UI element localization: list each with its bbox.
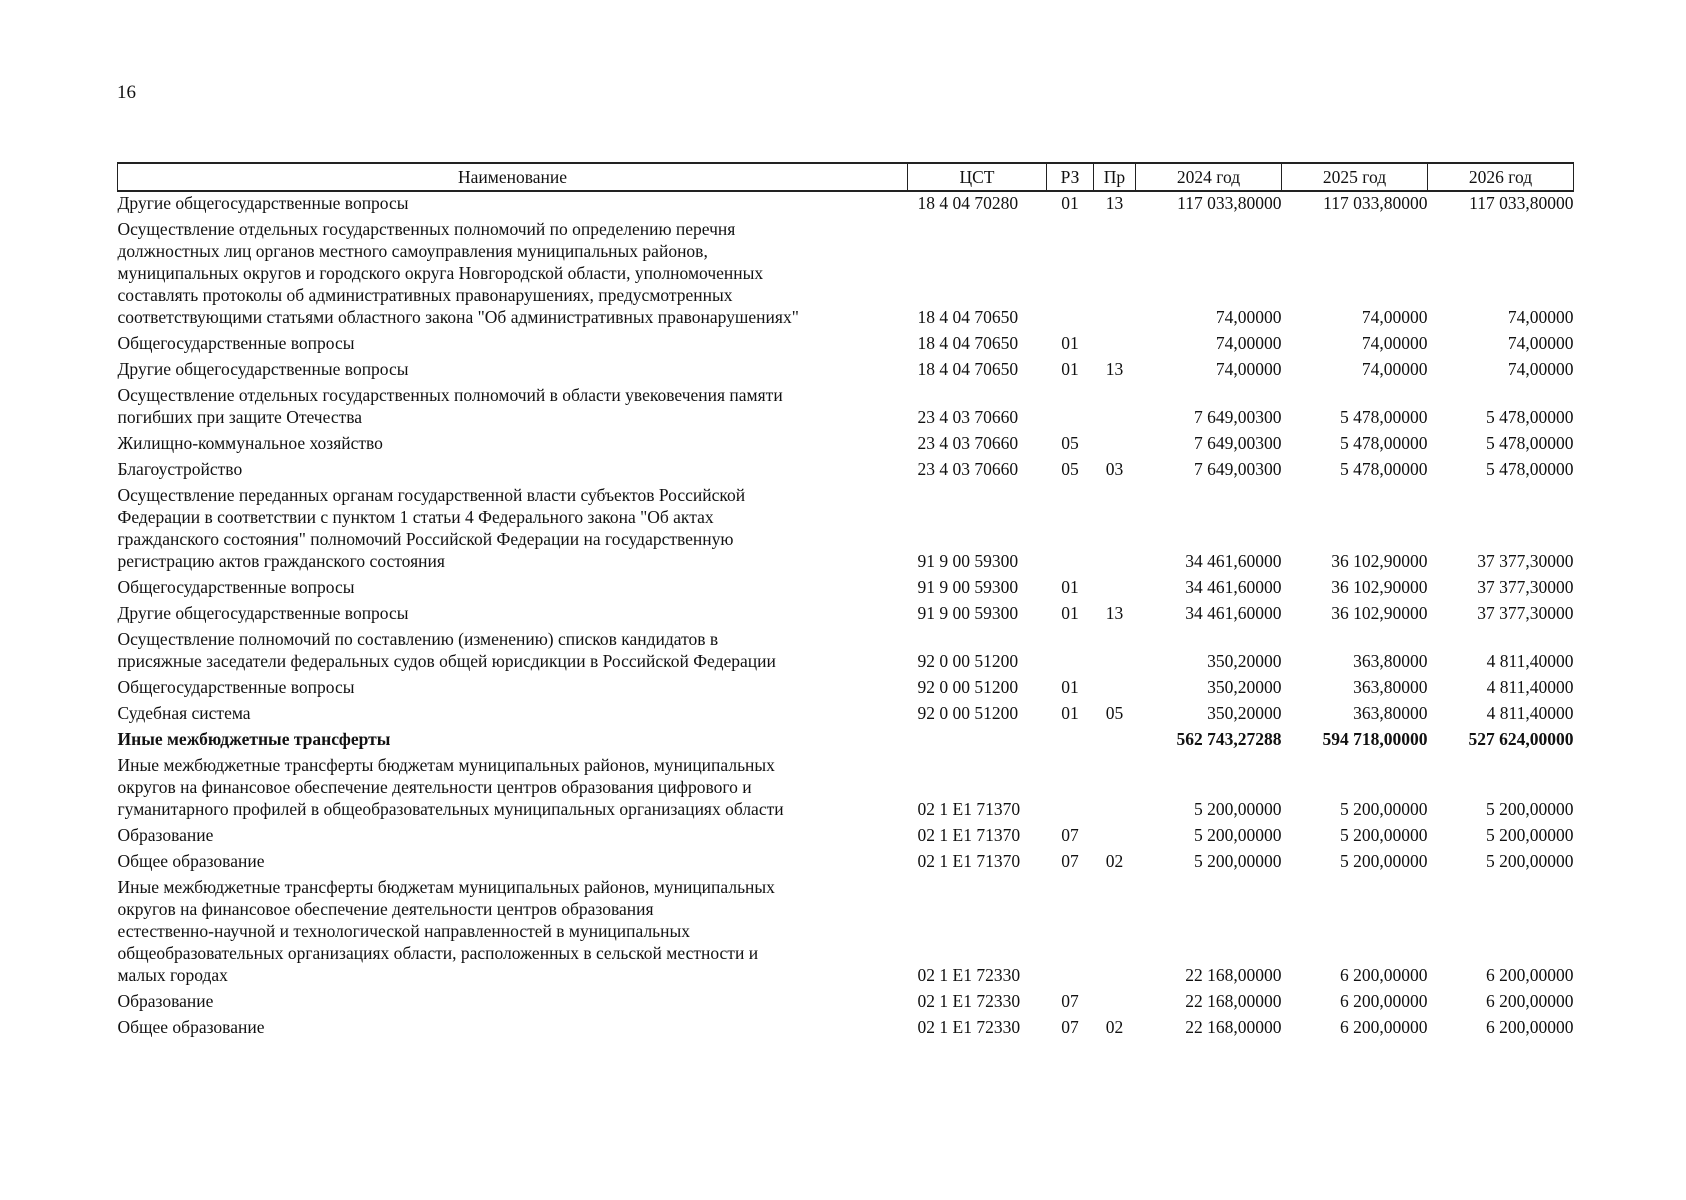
cell-rz: 07 — [1061, 851, 1079, 871]
cell-rz — [1047, 876, 1094, 990]
cell-2025: 6 200,00000 — [1340, 991, 1428, 1011]
cell-name — [118, 676, 908, 702]
cell-2025: 5 200,00000 — [1340, 825, 1428, 845]
cell-2025: 594 718,00000 — [1322, 729, 1428, 749]
cell-2024: 74,00000 — [1215, 307, 1282, 327]
table-row — [118, 628, 1574, 676]
cell-cst: 02 1 E1 71370 — [917, 851, 1021, 871]
cell-cst: 92 0 00 51200 — [917, 677, 1019, 697]
table-row — [118, 824, 1574, 850]
cell-2025: 363,80000 — [1353, 703, 1428, 723]
cell-name — [118, 628, 908, 676]
cell-2024: 7 649,00300 — [1194, 459, 1282, 479]
table-row — [118, 484, 1574, 576]
cell-pr — [1094, 332, 1136, 358]
table-row — [118, 754, 1574, 824]
table-row — [118, 990, 1574, 1016]
name-line: соответствующими статьями областного закона "Об административных правонарушениях" — [117, 307, 799, 327]
cell-2025: 74,00000 — [1361, 307, 1428, 327]
cell-name — [118, 754, 908, 824]
cell-2024: 5 200,00000 — [1194, 851, 1282, 871]
cell-name — [118, 332, 908, 358]
cell-rz: 01 — [1061, 677, 1079, 697]
cell-name — [118, 358, 908, 384]
cell-pr: 03 — [1105, 459, 1124, 479]
name-line: Благоустройство — [117, 459, 243, 479]
cell-2025: 36 102,90000 — [1331, 577, 1428, 597]
cell-2026: 4 811,40000 — [1486, 651, 1574, 671]
name-line: составлять протоколы об административных правонарушениях, предусмотренных — [117, 285, 733, 305]
cell-2024: 22 168,00000 — [1185, 991, 1282, 1011]
cell-2025: 5 478,00000 — [1340, 407, 1428, 427]
name-line: должностных лиц органов местного самоуправления муниципальных районов, — [117, 241, 708, 261]
name-line: присяжные заседатели федеральных судов общей юрисдикции в Российской Федерации — [117, 651, 776, 671]
cell-2024: 5 200,00000 — [1194, 825, 1282, 845]
cell-pr — [1094, 676, 1136, 702]
cell-2025: 363,80000 — [1353, 677, 1428, 697]
cell-2026: 37 377,30000 — [1477, 603, 1574, 623]
cell-2026: 6 200,00000 — [1486, 991, 1574, 1011]
table-row — [118, 332, 1574, 358]
table-row — [118, 602, 1574, 628]
budget-table — [117, 162, 1574, 1042]
name-line: Общегосударственные вопросы — [117, 677, 355, 697]
cell-name — [118, 458, 908, 484]
cell-pr: 05 — [1105, 703, 1124, 723]
cell-pr — [1094, 576, 1136, 602]
name-line: муниципальных округов и городского округа Новгородской области, уполномоченных — [117, 263, 764, 283]
cell-2024: 34 461,60000 — [1185, 577, 1282, 597]
cell-name — [118, 876, 908, 990]
name-line: Общее образование — [117, 851, 265, 871]
name-line: Федерации в соответствии с пунктом 1 статьи 4 Федерального закона "Об актах — [117, 507, 714, 527]
cell-2025: 6 200,00000 — [1340, 965, 1428, 985]
cell-2025: 5 478,00000 — [1340, 459, 1428, 479]
cell-pr: 13 — [1105, 603, 1124, 623]
table-row — [118, 850, 1574, 876]
cell-2024: 74,00000 — [1215, 333, 1282, 353]
name-line: Общегосударственные вопросы — [117, 333, 355, 353]
cell-pr — [1094, 824, 1136, 850]
header-cst: ЦСТ — [908, 163, 1047, 191]
header-rz: РЗ — [1047, 163, 1094, 191]
cell-pr: 13 — [1105, 359, 1124, 379]
cell-cst: 91 9 00 59300 — [917, 603, 1019, 623]
cell-name — [118, 1016, 908, 1042]
table-row — [118, 876, 1574, 990]
cell-pr — [1094, 990, 1136, 1016]
cell-2026: 5 478,00000 — [1486, 459, 1574, 479]
cell-rz: 07 — [1061, 991, 1079, 1011]
cell-pr — [1094, 484, 1136, 576]
cell-pr: 02 — [1105, 1017, 1124, 1037]
name-line: Судебная система — [117, 703, 251, 723]
cell-cst: 23 4 03 70660 — [917, 459, 1019, 479]
cell-2026: 4 811,40000 — [1486, 677, 1574, 697]
cell-pr — [1094, 384, 1136, 432]
name-line: общеобразовательных организациях области, расположенных в сельской местности и — [117, 943, 759, 963]
cell-cst: 02 1 E1 71370 — [917, 799, 1021, 819]
cell-2024: 34 461,60000 — [1185, 551, 1282, 571]
cell-2026: 37 377,30000 — [1477, 551, 1574, 571]
table-row — [118, 358, 1574, 384]
cell-2026: 6 200,00000 — [1486, 1017, 1574, 1037]
cell-2025: 36 102,90000 — [1331, 551, 1428, 571]
table-body — [118, 191, 1574, 1042]
cell-cst: 23 4 03 70660 — [917, 407, 1019, 427]
cell-pr: 13 — [1105, 193, 1124, 213]
cell-2026: 5 478,00000 — [1486, 407, 1574, 427]
cell-rz — [1047, 754, 1094, 824]
page-number: 16 — [117, 82, 136, 103]
cell-rz: 01 — [1061, 333, 1079, 353]
cell-name — [118, 191, 908, 218]
name-line: гуманитарного профилей в общеобразовательных муниципальных организациях области — [117, 799, 784, 819]
cell-cst: 18 4 04 70650 — [917, 307, 1019, 327]
cell-name — [118, 576, 908, 602]
cell-2024: 7 649,00300 — [1194, 433, 1282, 453]
name-line: Осуществление отдельных государственных полномочий по определению перечня — [117, 219, 736, 239]
cell-2025: 74,00000 — [1361, 359, 1428, 379]
cell-cst: 91 9 00 59300 — [917, 577, 1019, 597]
cell-name — [118, 728, 908, 754]
table-header-row — [118, 163, 1574, 191]
cell-2026: 37 377,30000 — [1477, 577, 1574, 597]
cell-2025: 5 200,00000 — [1340, 851, 1428, 871]
cell-cst: 92 0 00 51200 — [917, 651, 1019, 671]
cell-2026: 74,00000 — [1507, 333, 1574, 353]
cell-rz: 01 — [1061, 603, 1079, 623]
cell-cst: 91 9 00 59300 — [917, 551, 1019, 571]
cell-rz: 01 — [1061, 193, 1079, 213]
table-row — [118, 458, 1574, 484]
name-line: Образование — [117, 991, 214, 1011]
table-row — [118, 676, 1574, 702]
table-row — [118, 1016, 1574, 1042]
cell-2025: 363,80000 — [1353, 651, 1428, 671]
table-row — [118, 191, 1574, 218]
cell-pr — [1094, 218, 1136, 332]
name-line: округов на финансовое обеспечение деятельности центров образования цифрового и — [117, 777, 752, 797]
name-line: Другие общегосударственные вопросы — [117, 359, 409, 379]
name-line: Общее образование — [117, 1017, 265, 1037]
cell-2026: 117 033,80000 — [1469, 193, 1574, 213]
cell-pr — [1094, 876, 1136, 990]
cell-name — [118, 824, 908, 850]
table-row — [118, 576, 1574, 602]
cell-2026: 5 200,00000 — [1486, 799, 1574, 819]
table-row — [118, 728, 1574, 754]
cell-pr: 02 — [1105, 851, 1124, 871]
table-row — [118, 384, 1574, 432]
cell-2025: 6 200,00000 — [1340, 1017, 1428, 1037]
cell-2024: 350,20000 — [1207, 703, 1282, 723]
cell-2024: 350,20000 — [1207, 677, 1282, 697]
cell-2024: 74,00000 — [1215, 359, 1282, 379]
cell-2026: 4 811,40000 — [1486, 703, 1574, 723]
cell-name — [118, 602, 908, 628]
name-line: Осуществление отдельных государственных полномочий в области увековечения памяти — [117, 385, 783, 405]
cell-2024: 5 200,00000 — [1194, 799, 1282, 819]
cell-2024: 562 743,27288 — [1176, 729, 1282, 749]
cell-cst: 18 4 04 70650 — [917, 359, 1019, 379]
cell-rz — [1047, 728, 1094, 754]
cell-rz — [1047, 218, 1094, 332]
cell-name — [118, 218, 908, 332]
cell-rz — [1047, 628, 1094, 676]
table-row — [118, 218, 1574, 332]
name-line: Другие общегосударственные вопросы — [117, 603, 409, 623]
cell-pr — [1094, 754, 1136, 824]
name-line: округов на финансовое обеспечение деятельности центров образования — [117, 899, 654, 919]
cell-cst: 02 1 E1 72330 — [917, 991, 1021, 1011]
cell-pr — [1094, 628, 1136, 676]
name-line: Общегосударственные вопросы — [117, 577, 355, 597]
cell-rz — [1047, 484, 1094, 576]
cell-2025: 5 200,00000 — [1340, 799, 1428, 819]
cell-name — [118, 850, 908, 876]
name-line: малых городах — [117, 965, 228, 985]
cell-2026: 5 200,00000 — [1486, 825, 1574, 845]
cell-cst — [908, 728, 1047, 754]
table-row — [118, 432, 1574, 458]
cell-2026: 74,00000 — [1507, 359, 1574, 379]
name-line: регистрацию актов гражданского состояния — [117, 551, 445, 571]
cell-2025: 117 033,80000 — [1323, 193, 1428, 213]
cell-rz: 01 — [1061, 577, 1079, 597]
cell-rz: 01 — [1061, 703, 1079, 723]
cell-cst: 02 1 E1 71370 — [917, 825, 1021, 845]
name-line: Другие общегосударственные вопросы — [117, 193, 409, 213]
header-2026: 2026 год — [1428, 163, 1574, 191]
cell-rz — [1047, 384, 1094, 432]
name-line: гражданского состояния" полномочий Российской Федерации на государственную — [117, 529, 734, 549]
name-line: погибших при защите Отечества — [117, 407, 363, 427]
cell-cst: 18 4 04 70280 — [917, 193, 1019, 213]
cell-name — [118, 484, 908, 576]
cell-2025: 36 102,90000 — [1331, 603, 1428, 623]
header-name: Наименование — [118, 163, 908, 191]
cell-2024: 350,20000 — [1207, 651, 1282, 671]
cell-2026: 5 478,00000 — [1486, 433, 1574, 453]
cell-cst: 92 0 00 51200 — [917, 703, 1019, 723]
cell-name — [118, 384, 908, 432]
cell-rz: 01 — [1061, 359, 1079, 379]
name-line: Осуществление переданных органам государственной власти субъектов Российской — [117, 485, 746, 505]
cell-cst: 02 1 E1 72330 — [917, 1017, 1021, 1037]
cell-2026: 5 200,00000 — [1486, 851, 1574, 871]
cell-2026: 6 200,00000 — [1486, 965, 1574, 985]
cell-cst: 18 4 04 70650 — [917, 333, 1019, 353]
name-line: Образование — [117, 825, 214, 845]
cell-2026: 74,00000 — [1507, 307, 1574, 327]
name-line: Иные межбюджетные трансферты бюджетам муниципальных районов, муниципальных — [117, 755, 775, 775]
cell-pr — [1094, 728, 1136, 754]
cell-cst: 23 4 03 70660 — [917, 433, 1019, 453]
cell-2025: 5 478,00000 — [1340, 433, 1428, 453]
cell-name — [118, 702, 908, 728]
header-pr: Пр — [1094, 163, 1136, 191]
cell-rz: 05 — [1061, 459, 1079, 479]
name-line: Жилищно-коммунальное хозяйство — [117, 433, 383, 453]
cell-2024: 34 461,60000 — [1185, 603, 1282, 623]
cell-2024: 22 168,00000 — [1185, 1017, 1282, 1037]
cell-2024: 117 033,80000 — [1177, 193, 1282, 213]
cell-2025: 74,00000 — [1361, 333, 1428, 353]
cell-2024: 7 649,00300 — [1194, 407, 1282, 427]
cell-cst: 02 1 E1 72330 — [917, 965, 1021, 985]
name-line: Иные межбюджетные трансферты — [117, 729, 391, 749]
cell-rz: 07 — [1061, 1017, 1079, 1037]
table-row — [118, 702, 1574, 728]
cell-2026: 527 624,00000 — [1468, 729, 1574, 749]
cell-rz: 07 — [1061, 825, 1079, 845]
name-line: Иные межбюджетные трансферты бюджетам муниципальных районов, муниципальных — [117, 877, 775, 897]
name-line: естественно-научной и технологической направленностей в муниципальных — [117, 921, 691, 941]
cell-rz: 05 — [1061, 433, 1079, 453]
cell-pr — [1094, 432, 1136, 458]
header-2025: 2025 год — [1282, 163, 1428, 191]
cell-name — [118, 990, 908, 1016]
cell-2024: 22 168,00000 — [1185, 965, 1282, 985]
cell-name — [118, 432, 908, 458]
name-line: Осуществление полномочий по составлению (изменению) списков кандидатов в — [117, 629, 719, 649]
header-2024: 2024 год — [1136, 163, 1282, 191]
